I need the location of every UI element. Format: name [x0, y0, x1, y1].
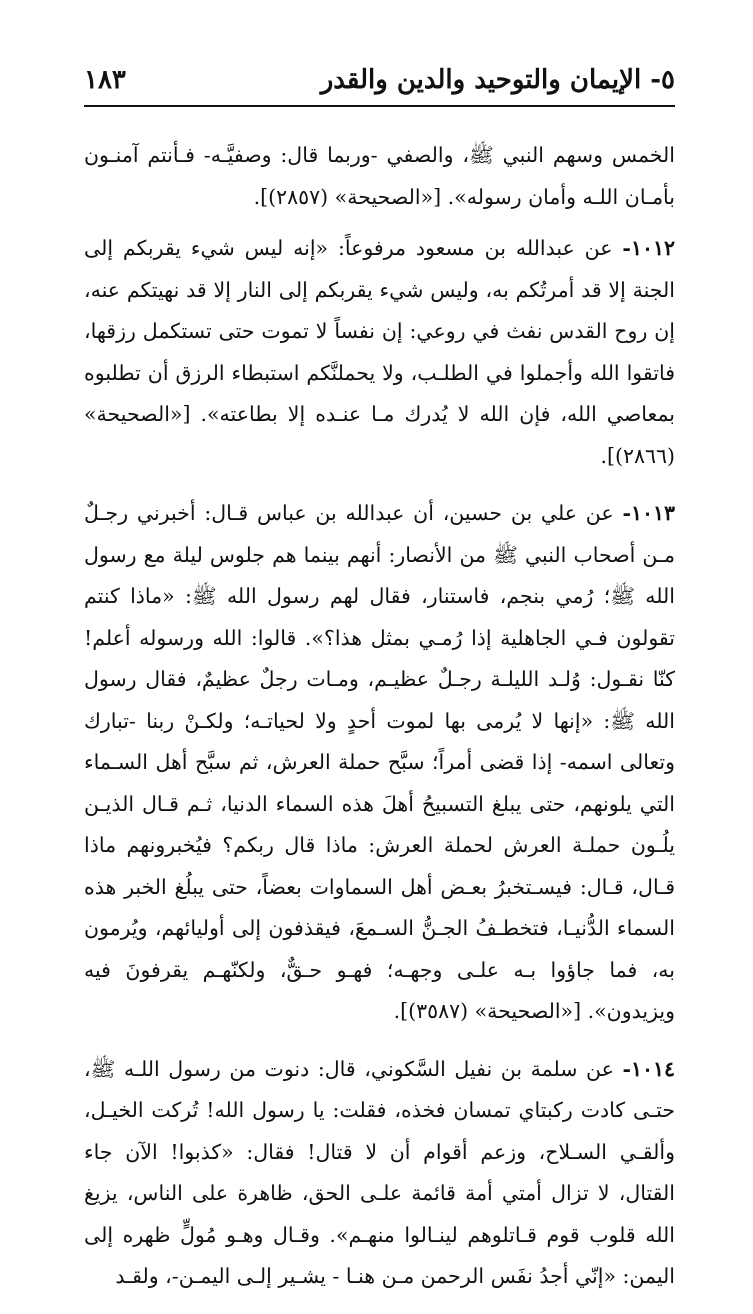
chapter-title: ٥- الإيمان والتوحيد والدين والقدر — [320, 65, 675, 95]
page-body — [84, 135, 675, 1314]
hadith-1013 — [84, 493, 675, 1033]
hadith-number: ١٠١٣- — [622, 501, 675, 525]
paragraph-text: عن سلمة بن نفيل السَّكوني، قال: دنوت من رسول اللـه ﷺ، حتـى كادت ركبتاي تمسان فخذه، فقلت: يا رسول الله! تُركت الخيـل، وألقـي السـلاح، وزعم أقوام أن لا قتال! فقال: «كذبوا! الآن جاء القتال، لا تزال أمتي أمة قائمة علـى الحق، ظاهرة على الناس، يزيغ الله قلوب قوم قـاتلوهم لينـالوا منهـم». وقـال وهـو مُولٍّ ظهره إلى اليمن: «إنّي أجدُ نفَس الرحمن مـن هنـا - يشـير إلـى اليمـن-، ولقـد — [84, 1056, 675, 1288]
page-header — [84, 60, 675, 100]
page-number: ١٨٣ — [84, 65, 126, 95]
header-divider — [84, 105, 675, 107]
hadith-1012 — [84, 228, 675, 477]
paragraph-continuation — [84, 135, 675, 218]
hadith-number: ١٠١٢- — [622, 236, 675, 260]
hadith-number: ١٠١٤- — [622, 1056, 675, 1081]
hadith-1014 — [84, 1049, 675, 1298]
paragraph-text: عن علي بن حسين، أن عبدالله بن عباس قـال: أخبرني رجـلٌ مـن أصحاب النبي ﷺ من الأنصار: أنهم بينما هم جلوس ليلة مع رسول الله ﷺ؛ رُمي بنجم، فاستنار، فقال لهم رسول الله ﷺ: «ماذا كنتم تقولون فـي الجاهلية إذا رُمـي بمثل هذا؟». قالوا: الله ورسوله أعلم! كنّا نقـول: وُلـد الليلـة رجـلٌ عظيـم، ومـات رجلٌ عظيمٌ، فقال رسول الله ﷺ: «إنها لا يُرمى بها لموت أحدٍ ولا لحياتـه؛ ولكـنْ ربنا -تبارك وتعالى اسمه- إذا قضى أمراً؛ سبَّح حملة العرش، ثم سبَّح أهل السـماء التي يلونهم، حتى يبلغ التسبيحُ أهلَ هذه السماء الدنيا، ثـم قـال الذيـن يلُـون حملـة العرش لحملة العرش: ماذا قال ربكم؟ فيُخبرونهم ماذا قـال، قـال: فيسـتخبرُ بعـض أهل السماوات بعضاً، حتى يبلُغ الخبر هذه السماء الدُّنيـا، فتخطـفُ الجـنُّ السـمعَ، فيقذفون إلى أوليائهم، ويُرمون به، فما جاؤوا بـه علـى وجهـه؛ فهـو حـقٌّ، ولكنّهـم يقرفونَ فيه ويزيدون». [«الصحيحة» (٣٥٨٧)]. — [84, 501, 676, 1023]
paragraph-text: الخمس وسهم النبي ﷺ، والصفي -وربما قال: وصفيَّـه- فـأنتم آمنـون بأمـان اللـه وأمان رسوله». [«الصحيحة» (٢٨٥٧)]. — [84, 143, 675, 209]
paragraph-text: عن عبدالله بن مسعود مرفوعاً: «إنه ليس شيء يقربكم إلى الجنة إلا قد أمرتُكم به، وليس شيء يقربكم إلى النار إلا قد نهيتكم عنه، إن روح القدس نفث في روعي: إن نفساً لا تموت حتى تستكمل رزقها، فاتقوا الله وأجملوا في الطلـب، ولا يحملنَّكم استبطاء الرزق أن تطلبوه بمعاصي الله، فإن الله لا يُدرك مـا عنـده إلا بطاعته». [«الصحيحة» (٢٨٦٦)]. — [84, 236, 675, 468]
